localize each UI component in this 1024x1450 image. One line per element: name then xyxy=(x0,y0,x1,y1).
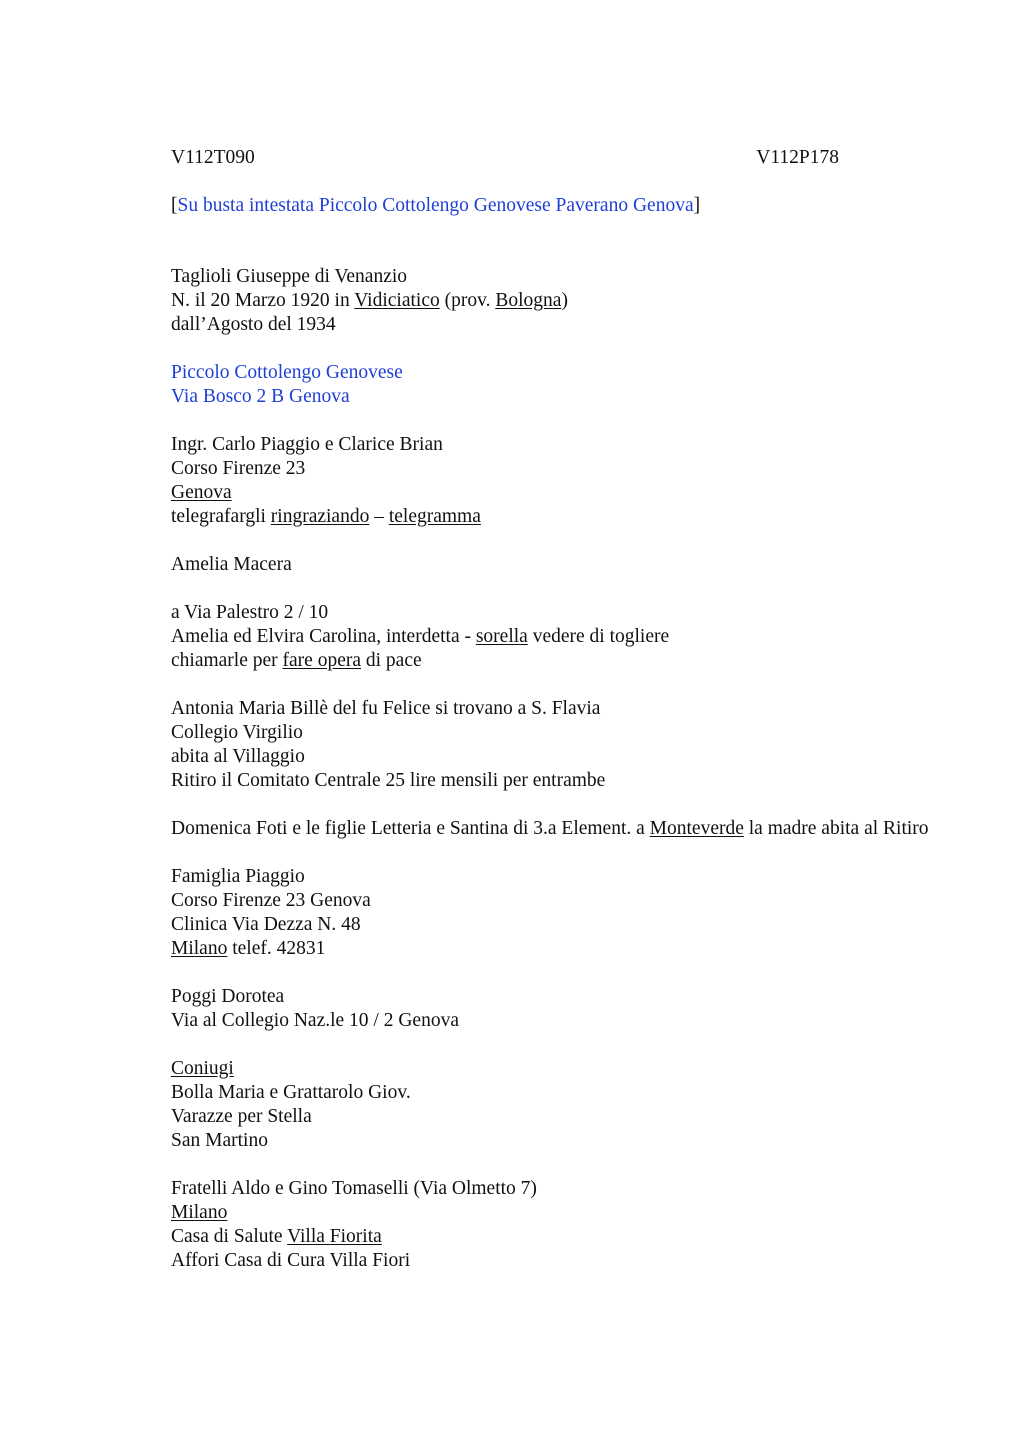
document-code-right: V112P178 xyxy=(756,147,839,168)
entry-piaggio-brian: Ingr. Carlo Piaggio e Clarice Brian Corso Firenze 23 Genova telegrafargli ringraziando – telegramma xyxy=(171,434,481,527)
entry-macera: Amelia Macera xyxy=(171,554,292,575)
entry-famiglia-piaggio: Famiglia Piaggio Corso Firenze 23 Genova Clinica Via Dezza N. 48 Milano telef. 42831 xyxy=(171,866,371,959)
entry-tomaselli: Fratelli Aldo e Gino Tomaselli (Via Olmetto 7) Milano Casa di Salute Villa Fiorita Affori Casa di Cura Villa Fiori xyxy=(171,1178,537,1271)
entry-bille: Antonia Maria Billè del fu Felice si trovano a S. Flavia Collegio Virgilio abita al Villaggio Ritiro il Comitato Centrale 25 lire mensili per entrambe xyxy=(171,698,606,791)
entry-taglioli: Taglioli Giuseppe di Venanzio N. il 20 Marzo 1920 in Vidiciatico (prov. Bologna) dall’Agosto del 1934 xyxy=(171,266,568,335)
entry-poggi: Poggi Dorotea Via al Collegio Naz.le 10 / 2 Genova xyxy=(171,986,459,1031)
document-header xyxy=(171,146,839,170)
entry-coniugi: Coniugi Bolla Maria e Grattarolo Giov. Varazze per Stella San Martino xyxy=(171,1058,411,1151)
entry-foti: Domenica Foti e le figlie Letteria e Santina di 3.a Element. a Monteverde la madre abita al Ritiro xyxy=(171,818,929,839)
envelope-note-text: Su busta intestata Piccolo Cottolengo Genovese Paverano Genova xyxy=(177,195,694,216)
envelope-note: [Su busta intestata Piccolo Cottolengo Genovese Paverano Genova] xyxy=(171,195,701,216)
entry-palestro: a Via Palestro 2 / 10 Amelia ed Elvira Carolina, interdetta - sorella vedere di togliere chiamarle per fare opera di pace xyxy=(171,602,670,671)
document-page xyxy=(171,146,931,1273)
entry-cottolengo: Piccolo Cottolengo Genovese Via Bosco 2 B Genova xyxy=(171,362,403,407)
document-code-left: V112T090 xyxy=(171,147,255,168)
